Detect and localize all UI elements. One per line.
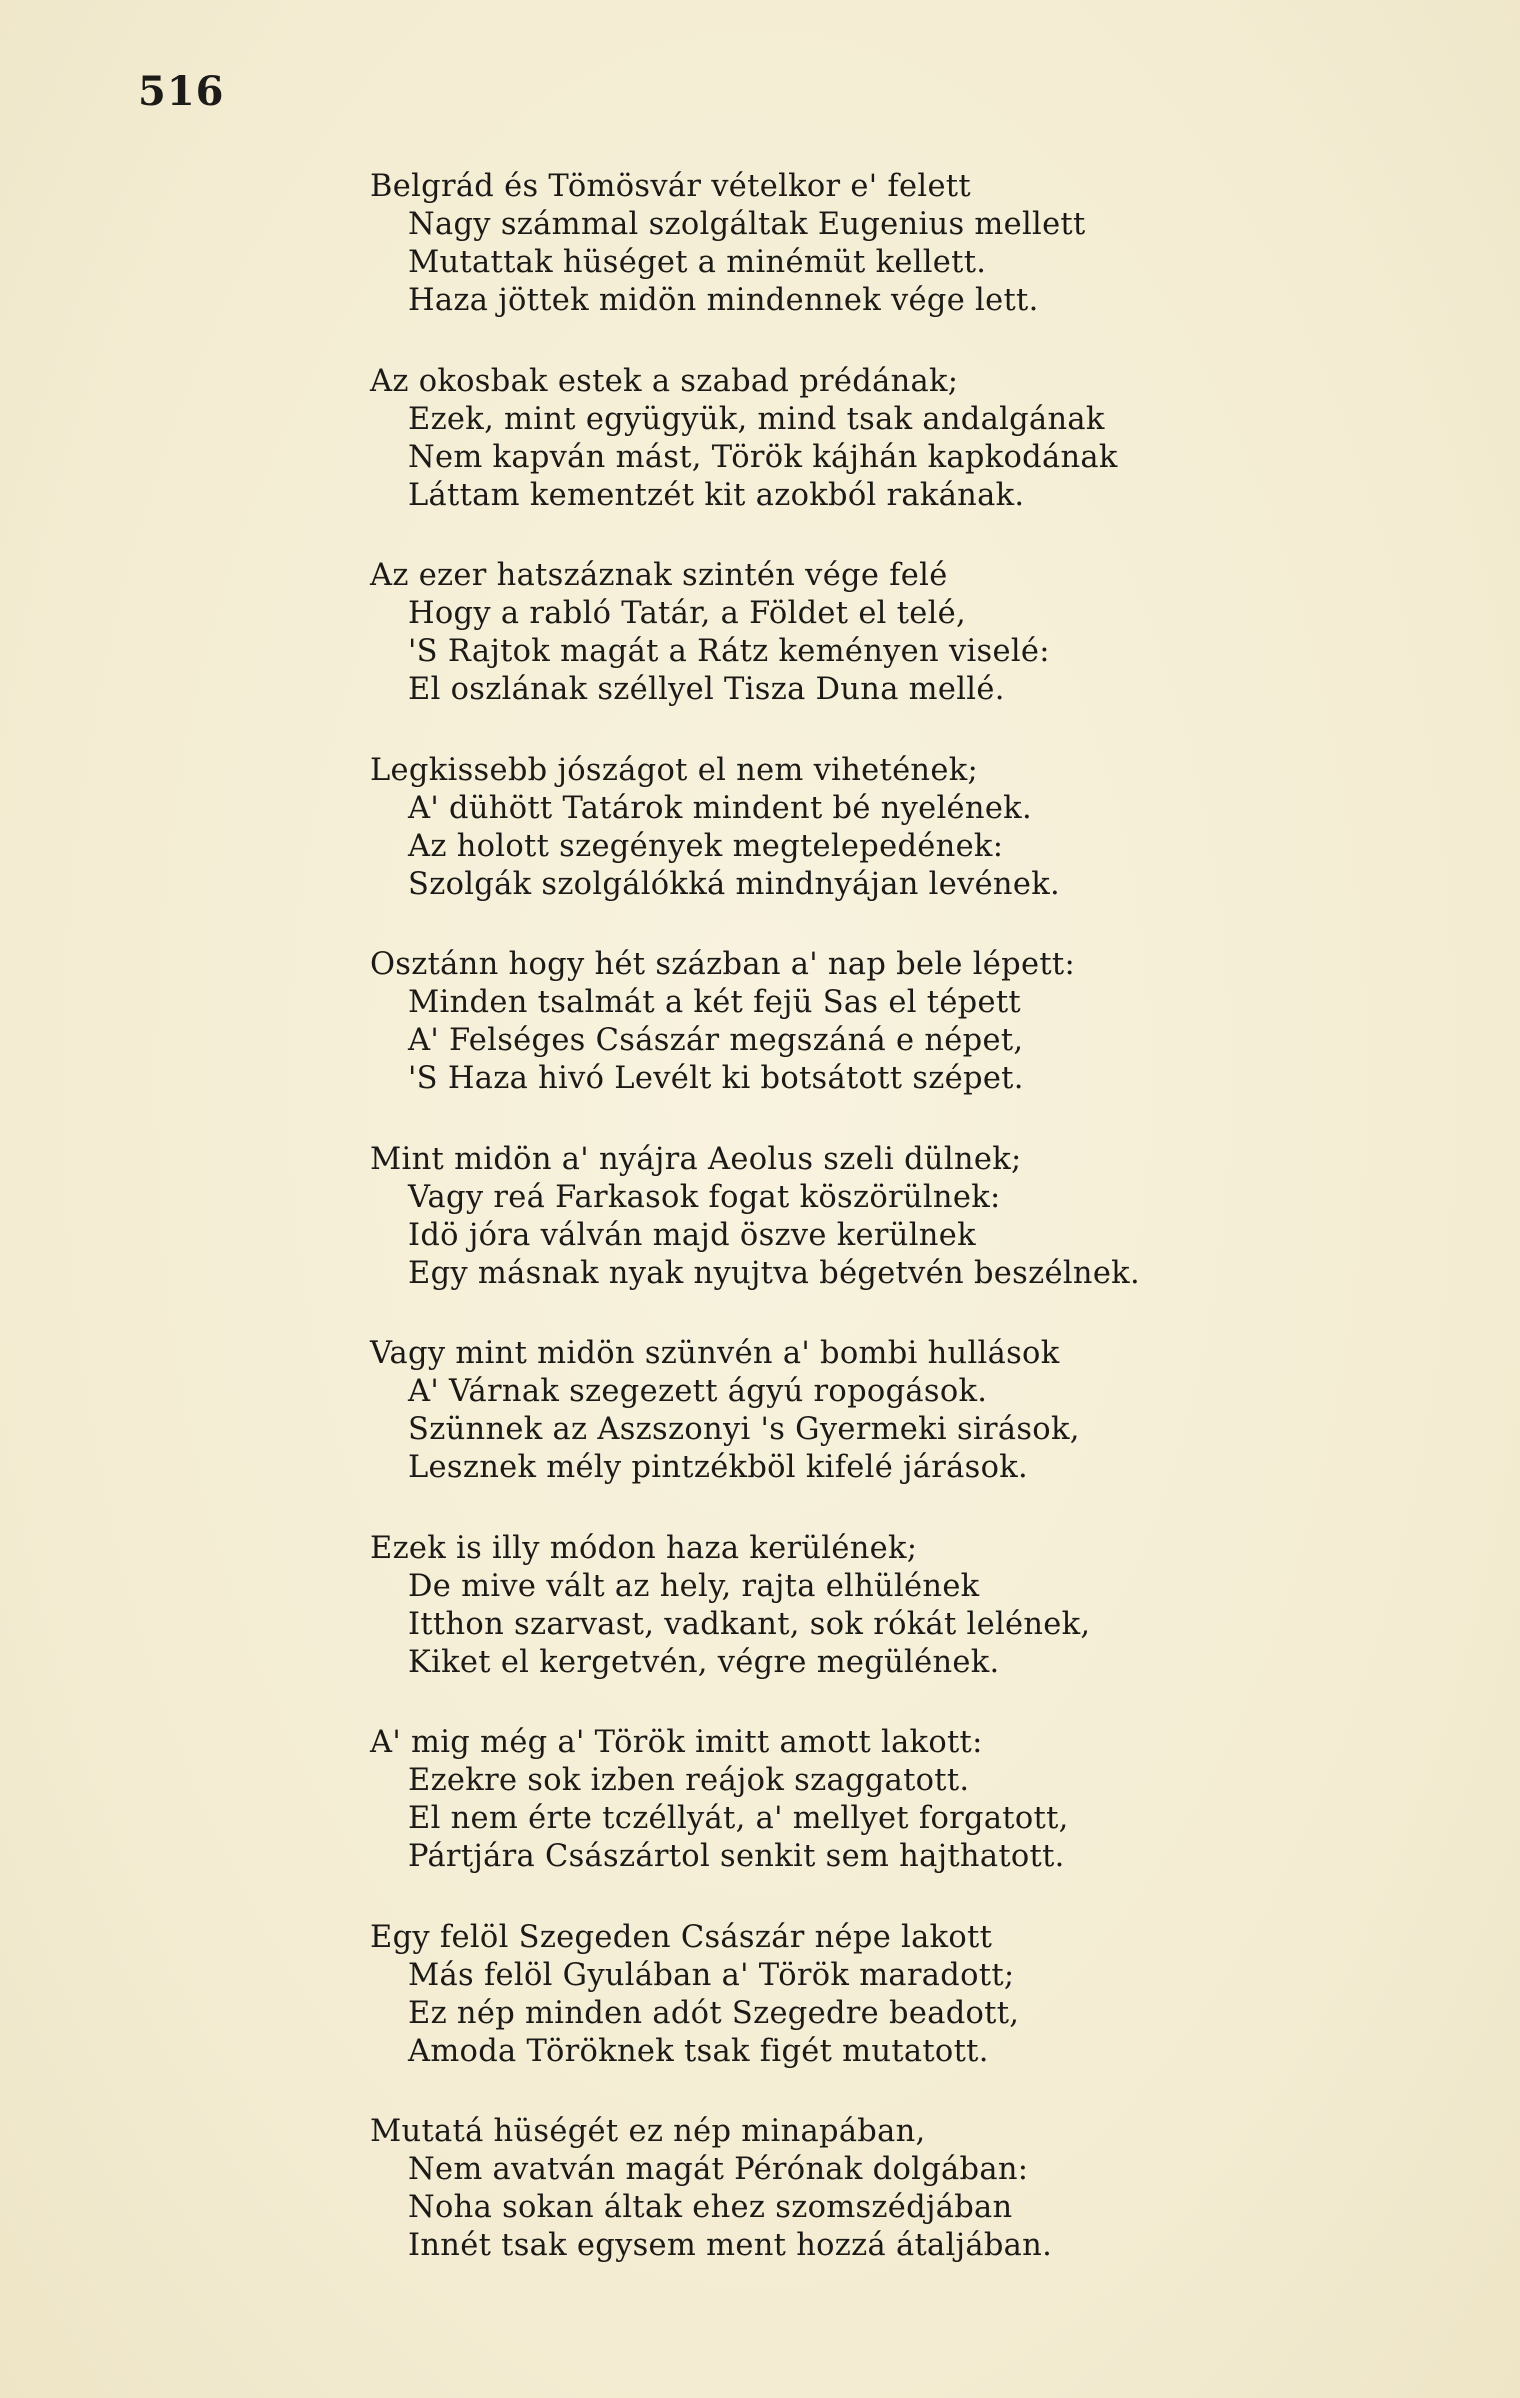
poem-text xyxy=(370,168,1370,2308)
verse-line: Nem kapván mást, Török kájhán kapkodának xyxy=(408,439,1118,475)
verse-line: Vagy mint midön szünvén a' bombi hullások xyxy=(370,1336,1060,1371)
verse-line: 'S Rajtok magát a Rátz keményen viselé: xyxy=(408,634,1050,669)
verse-line: Itthon szarvast, vadkant, sok rókát lelének, xyxy=(408,1606,1091,1642)
verse-line: Amoda Töröknek tsak figét mutatott. xyxy=(408,2033,989,2069)
verse-line: Ezek is illy módon haza kerülének; xyxy=(370,1530,918,1566)
verse-line: El oszlának széllyel Tisza Duna mellé. xyxy=(408,672,1005,707)
verse-line: Nem avatván magát Pérónak dolgában: xyxy=(408,2152,1029,2187)
verse-line: Minden tsalmát a két fejü Sas el tépett xyxy=(408,985,1021,1020)
verse-line: Ezekre sok izben reájok szaggatott. xyxy=(408,1763,970,1798)
verse-line: El nem érte tczéllyát, a' mellyet forgatott, xyxy=(408,1801,1069,1836)
verse-line: Ezek, mint együgyük, mind tsak andalgának xyxy=(408,401,1105,437)
page-number: 516 xyxy=(138,68,225,115)
verse-line: A' Várnak szegezett ágyú ropogások. xyxy=(408,1374,988,1409)
stanza xyxy=(370,168,1370,320)
stanza xyxy=(370,2113,1370,2265)
verse-line: A' Felséges Császár megszáná e népet, xyxy=(408,1023,1024,1058)
verse-line: Más felöl Gyulában a' Török maradott; xyxy=(408,1957,1015,1993)
stanza xyxy=(370,1530,1370,1682)
verse-line: Lesznek mély pintzékböl kifelé járások. xyxy=(408,1450,1029,1485)
verse-line: Mutatá hüségét ez nép minapában, xyxy=(370,2114,926,2149)
verse-line: Egy másnak nyak nyujtva bégetvén beszélnek. xyxy=(408,1255,1140,1291)
verse-line: Innét tsak egysem ment hozzá átaljában. xyxy=(408,2228,1053,2263)
verse-line: Nagy számmal szolgáltak Eugenius mellett xyxy=(408,207,1086,242)
verse-line: Láttam kementzét kit azokból rakának. xyxy=(408,477,1025,513)
stanza xyxy=(370,752,1370,904)
verse-line: Az okosbak estek a szabad prédának; xyxy=(370,363,959,399)
verse-line: Osztánn hogy hét százban a' nap bele lépett: xyxy=(370,947,1076,982)
stanza xyxy=(370,1335,1370,1487)
verse-line: Hogy a rabló Tatár, a Földet el telé, xyxy=(408,596,967,631)
verse-line: Legkissebb jószágot el nem vihetének; xyxy=(370,752,979,788)
stanza xyxy=(370,1724,1370,1876)
verse-line: Egy felöl Szegeden Császár népe lakott xyxy=(370,1919,993,1955)
verse-line: Haza jöttek midön mindennek vége lett. xyxy=(408,283,1039,318)
verse-line: A' dühött Tatárok mindent bé nyelének. xyxy=(408,790,1032,826)
stanza xyxy=(370,1141,1370,1293)
stanza xyxy=(370,1919,1370,2071)
verse-line: 'S Haza hivó Levélt ki botsátott szépet. xyxy=(408,1061,1024,1096)
verse-line: Kiket el kergetvén, végre megülének. xyxy=(408,1644,1000,1680)
verse-line: Noha sokan áltak ehez szomszédjában xyxy=(408,2190,1013,2225)
stanza xyxy=(370,363,1370,515)
verse-line: Mint midön a' nyájra Aeolus szeli dülnek; xyxy=(370,1141,1022,1177)
verse-line: Szünnek az Aszszonyi 's Gyermeki sirások, xyxy=(408,1412,1080,1447)
verse-line: De mive vált az hely, rajta elhülének xyxy=(408,1568,980,1604)
stanza xyxy=(370,946,1370,1098)
verse-line: A' mig még a' Török imitt amott lakott: xyxy=(370,1725,983,1760)
verse-line: Vagy reá Farkasok fogat köszörülnek: xyxy=(408,1179,1001,1215)
verse-line: Ez nép minden adót Szegedre beadott, xyxy=(408,1995,1020,2031)
stanza xyxy=(370,557,1370,709)
verse-line: Az ezer hatszáznak szintén vége felé xyxy=(370,558,948,593)
verse-line: Belgrád és Tömösvár vételkor e' felett xyxy=(370,169,971,204)
verse-line: Idö jóra válván majd öszve kerülnek xyxy=(408,1217,976,1253)
verse-line: Pártjára Császártol senkit sem hajthatott. xyxy=(408,1839,1065,1874)
verse-line: Szolgák szolgálókká mindnyájan levének. xyxy=(408,866,1061,902)
verse-line: Mutattak hüséget a minémüt kellett. xyxy=(408,245,987,280)
verse-line: Az holott szegények megtelepedének: xyxy=(408,828,1004,864)
